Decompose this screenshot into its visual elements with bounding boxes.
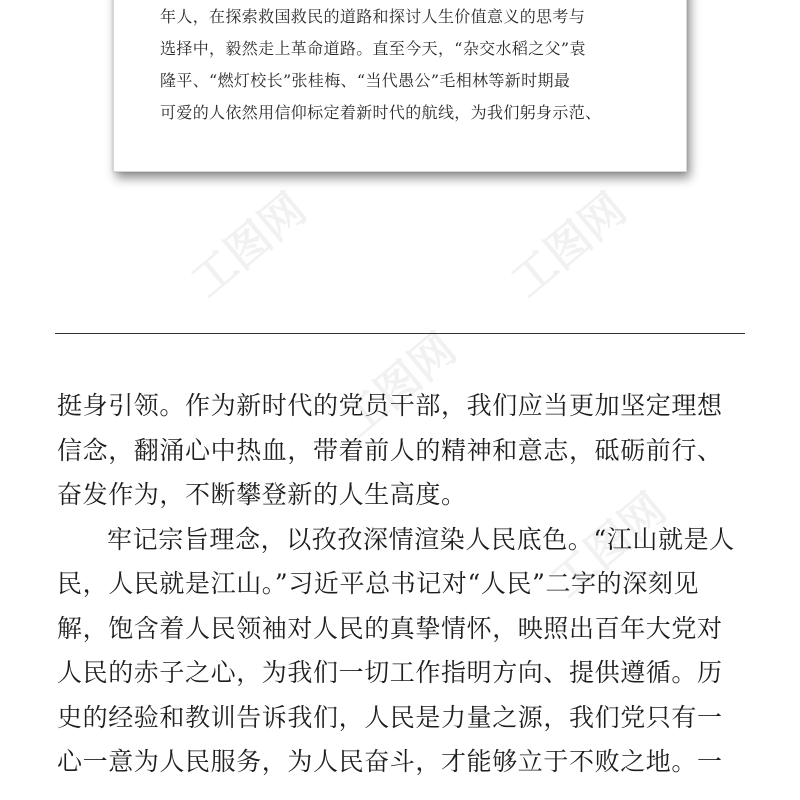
body-line: 史的经验和教训告诉我们，人民是力量之源，我们党只有一 (57, 702, 723, 732)
body-line: 人民的赤子之心，为我们一切工作指明方向、提供遵循。历 (57, 658, 723, 687)
card-line: 选择中，毅然走上革命道路。直至今天，“杂交水稻之父”袁 (160, 39, 586, 58)
paragraph-start-line: 牢记宗旨理念，以孜孜深情渲染人民底色。“江山就是人 (107, 524, 735, 554)
card-line: 隆平、“燃灯校长”张桂梅、“当代愚公”毛相林等新时期最 (160, 71, 571, 90)
body-line: 解，饱含着人民领袖对人民的真挚情怀，映照出百年大党对 (57, 613, 723, 643)
body-line: 心一意为人民服务，为人民奋斗，才能够立于不败之地。一 (57, 747, 723, 776)
quote-card (113, 0, 687, 172)
page-top-area (0, 0, 800, 335)
body-line: 奋发作为，不断攀登新的人生高度。 (57, 480, 467, 509)
watermark-logo: 工图网 (541, 483, 676, 608)
body-line: 挺身引领。作为新时代的党员干部，我们应当更加坚定理想 (57, 391, 723, 420)
watermark-logo: 工图网 (331, 323, 466, 448)
section-divider (55, 333, 745, 334)
body-line: 民，人民就是江山。”习近平总书记对“人民”二字的深刻见 (57, 569, 700, 598)
card-line: 年人，在探索救国救民的道路和探讨人生价值意义的思考与 (160, 7, 586, 26)
body-line: 信念，翻涌心中热血，带着前人的精神和意志，砥砺前行、 (57, 435, 723, 465)
article-body (57, 384, 757, 785)
card-line: 可爱的人依然用信仰标定着新时代的航线，为我们躬身示范、 (160, 103, 602, 122)
